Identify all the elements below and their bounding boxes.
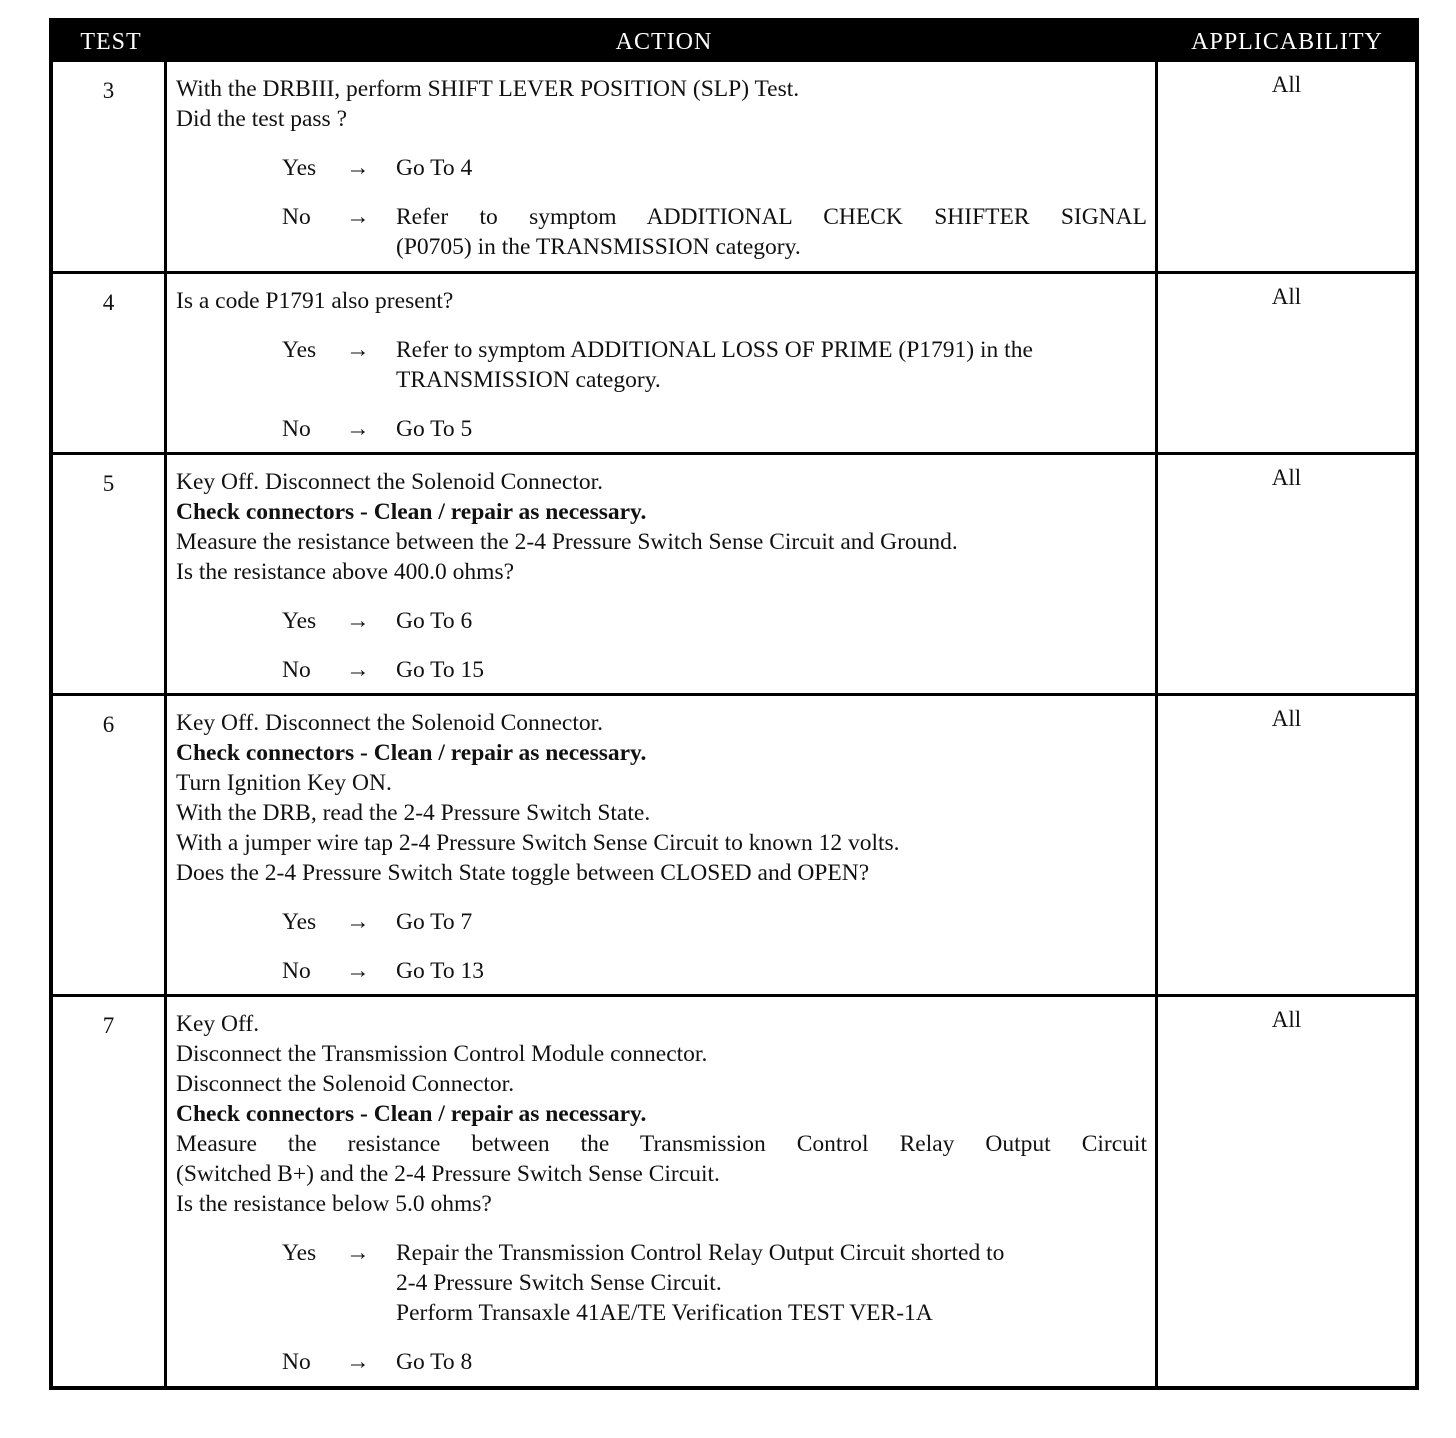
action-line: Disconnect the Solenoid Connector.	[176, 1071, 515, 1097]
no-branch	[176, 655, 1147, 685]
action-line: Disconnect the Transmission Control Module connector.	[176, 1041, 708, 1067]
header-action: ACTION	[615, 28, 713, 55]
no-result: Go To 15	[396, 657, 485, 683]
yes-branch	[176, 1238, 1147, 1328]
yes-label: Yes	[282, 155, 317, 181]
no-result-line: (P0705) in the TRANSMISSION category.	[396, 234, 801, 260]
yes-result-line: Repair the Transmission Control Relay Output Circuit shorted to	[396, 1240, 1005, 1266]
no-result: Go To 13	[396, 958, 485, 984]
no-result: Go To 8	[396, 1349, 473, 1375]
action-line: Measure the resistance between the Transmission Control Relay Output Circuit	[176, 1131, 1147, 1157]
applicability-value: All	[1271, 1007, 1302, 1032]
arrow-icon: →	[346, 657, 370, 683]
applicability-value: All	[1271, 706, 1302, 731]
action-line: Turn Ignition Key ON.	[176, 770, 392, 796]
yes-result-line: Perform Transaxle 41AE/TE Verification TEST VER-1A	[396, 1300, 933, 1326]
applicability-value: All	[1271, 465, 1302, 490]
action-line: Key Off. Disconnect the Solenoid Connector.	[176, 710, 604, 736]
yes-branch	[176, 907, 1147, 937]
no-label: No	[282, 204, 311, 230]
yes-result-line: TRANSMISSION category.	[396, 367, 661, 393]
no-result-line: Refer to symptom ADDITIONAL CHECK SHIFTER SIGNAL	[396, 204, 1147, 230]
arrow-icon: →	[346, 958, 370, 984]
yes-branch	[176, 606, 1147, 636]
no-branch	[176, 414, 1147, 444]
yes-result	[396, 335, 1147, 395]
no-result: Go To 5	[396, 416, 473, 442]
arrow-icon: →	[346, 337, 370, 363]
yes-result: Go To 4	[396, 155, 473, 181]
diagnostic-table	[49, 18, 1419, 1390]
no-label: No	[282, 958, 311, 984]
table-row	[53, 455, 1415, 696]
header-applicability: APPLICABILITY	[1191, 28, 1383, 55]
applicability-value: All	[1271, 72, 1302, 97]
action-line: Key Off. Disconnect the Solenoid Connector.	[176, 469, 604, 495]
yes-label: Yes	[282, 337, 317, 363]
action-line: Is the resistance above 400.0 ohms?	[176, 559, 515, 585]
table-row	[53, 696, 1415, 997]
no-label: No	[282, 416, 311, 442]
table-row	[53, 274, 1415, 455]
no-label: No	[282, 1349, 311, 1375]
yes-result-line: 2-4 Pressure Switch Sense Circuit.	[396, 1270, 722, 1296]
no-label: No	[282, 657, 311, 683]
test-number: 5	[53, 455, 167, 693]
action-line: With the DRBIII, perform SHIFT LEVER POSITION (SLP) Test.	[176, 76, 800, 102]
test-number: 3	[53, 62, 167, 271]
test-number: 7	[53, 997, 167, 1386]
yes-label: Yes	[282, 909, 317, 935]
action-line: Is the resistance below 5.0 ohms?	[176, 1191, 492, 1217]
arrow-icon: →	[346, 608, 370, 634]
yes-label: Yes	[282, 1240, 317, 1266]
action-line: Does the 2-4 Pressure Switch State toggle between CLOSED and OPEN?	[176, 860, 870, 886]
no-result	[396, 202, 1147, 262]
action-cell	[167, 696, 1158, 994]
action-cell	[167, 62, 1158, 271]
arrow-icon: →	[346, 909, 370, 935]
action-line-bold: Check connectors - Clean / repair as necessary.	[176, 1101, 647, 1127]
yes-result-line: Refer to symptom ADDITIONAL LOSS OF PRIME (P1791) in the	[396, 337, 1033, 363]
action-cell	[167, 274, 1158, 452]
arrow-icon: →	[346, 1349, 370, 1375]
table-row	[53, 62, 1415, 274]
action-line: Is a code P1791 also present?	[176, 288, 454, 314]
yes-result: Go To 7	[396, 909, 473, 935]
action-line-bold: Check connectors - Clean / repair as necessary.	[176, 499, 647, 525]
arrow-icon: →	[346, 155, 370, 181]
yes-branch	[176, 153, 1147, 183]
no-branch	[176, 202, 1147, 262]
action-line: Measure the resistance between the 2-4 Pressure Switch Sense Circuit and Ground.	[176, 529, 958, 555]
yes-branch	[176, 335, 1147, 395]
action-cell	[167, 455, 1158, 693]
action-line: Did the test pass ?	[176, 106, 347, 132]
action-line: With the DRB, read the 2-4 Pressure Switch State.	[176, 800, 651, 826]
action-line: (Switched B+) and the 2-4 Pressure Switch Sense Circuit.	[176, 1161, 720, 1187]
yes-result: Go To 6	[396, 608, 473, 634]
table-header	[53, 22, 1415, 62]
arrow-icon: →	[346, 204, 370, 230]
header-test: TEST	[80, 28, 142, 55]
no-branch	[176, 1347, 1147, 1377]
arrow-icon: →	[346, 1240, 370, 1266]
test-number: 4	[53, 274, 167, 452]
yes-result	[396, 1238, 1147, 1328]
action-line: With a jumper wire tap 2-4 Pressure Switch Sense Circuit to known 12 volts.	[176, 830, 900, 856]
action-cell	[167, 997, 1158, 1386]
no-branch	[176, 956, 1147, 986]
test-number: 6	[53, 696, 167, 994]
table-row	[53, 997, 1415, 1386]
yes-label: Yes	[282, 608, 317, 634]
applicability-value: All	[1271, 284, 1302, 309]
action-line-bold: Check connectors - Clean / repair as necessary.	[176, 740, 647, 766]
arrow-icon: →	[346, 416, 370, 442]
action-line: Key Off.	[176, 1011, 260, 1037]
